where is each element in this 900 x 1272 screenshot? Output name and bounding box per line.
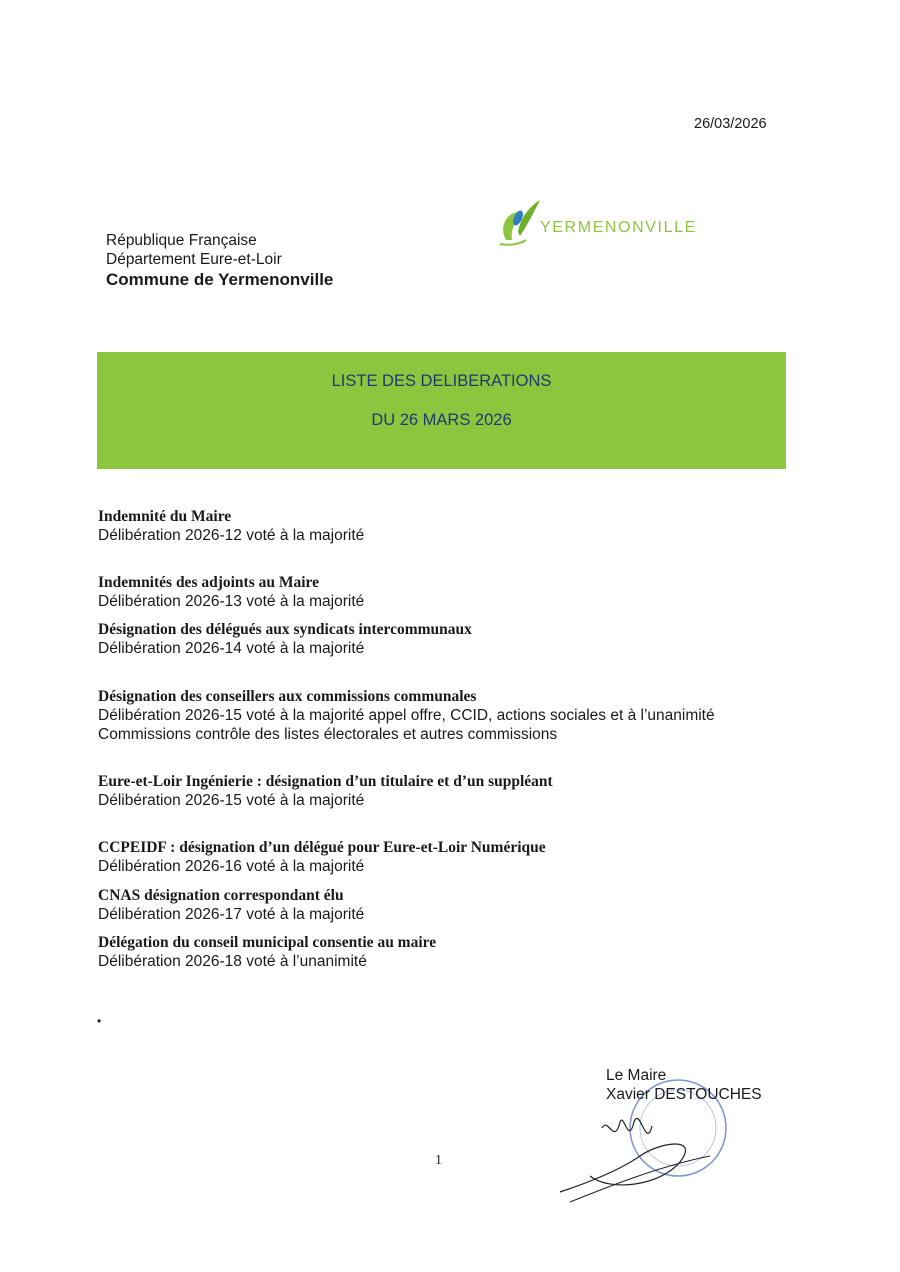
deliberation-title: Désignation des conseillers aux commissions communales — [98, 688, 477, 705]
deliberation-title: Eure-et-Loir Ingénierie : désignation d’un titulaire et d’un suppléant — [98, 773, 553, 790]
leaf-logo-icon — [496, 196, 544, 250]
deliberation-title: Désignation des délégués aux syndicats intercommunaux — [98, 621, 472, 638]
commune-logo — [496, 196, 736, 250]
signature-block — [606, 1066, 762, 1104]
title-banner — [97, 352, 786, 469]
deliberation-text: Délibération 2026-17 voté à la majorité — [98, 906, 365, 923]
document-date: 26/03/2026 — [694, 116, 767, 132]
signature-name: Xavier DESTOUCHES — [606, 1086, 762, 1103]
deliberation-title: Délégation du conseil municipal consentie au maire — [98, 934, 437, 951]
deliberation-item — [98, 772, 553, 810]
header-department: Département Eure-et-Loir — [106, 251, 282, 268]
deliberation-text-continued: Commissions contrôle des listes électorales et autres commissions — [98, 726, 558, 743]
header-republic: République Française — [106, 232, 257, 249]
deliberation-text: Délibération 2026-13 voté à la majorité — [98, 593, 365, 610]
deliberation-item — [98, 933, 436, 971]
deliberation-text: Délibération 2026-15 voté à la majorité appel offre, CCID, actions sociales et à l’unanimité — [98, 707, 715, 724]
deliberation-title: CNAS désignation correspondant élu — [98, 887, 344, 904]
banner-title: LISTE DES DELIBERATIONS — [331, 372, 552, 390]
deliberation-text: Délibération 2026-18 voté à l’unanimité — [98, 953, 367, 970]
deliberation-text: Délibération 2026-12 voté à la majorité — [98, 527, 365, 544]
deliberation-text: Délibération 2026-15 voté à la majorité — [98, 792, 365, 809]
deliberation-item — [98, 507, 364, 545]
banner-subtitle: DU 26 MARS 2026 — [371, 411, 512, 429]
deliberation-title: Indemnité du Maire — [98, 508, 232, 525]
deliberation-item — [98, 573, 364, 611]
signature-role: Le Maire — [606, 1067, 667, 1084]
deliberation-item — [98, 620, 472, 658]
deliberation-title: CCPEIDF : désignation d’un délégué pour Eure-et-Loir Numérique — [98, 839, 546, 856]
logo-text: YERMENONVILLE — [540, 219, 697, 236]
page-number: 1 — [435, 1153, 442, 1168]
deliberation-text: Délibération 2026-16 voté à la majorité — [98, 858, 365, 875]
deliberation-item — [98, 838, 546, 876]
deliberation-title: Indemnités des adjoints au Maire — [98, 574, 320, 591]
list-bullet: • — [97, 1014, 102, 1028]
deliberation-text: Délibération 2026-14 voté à la majorité — [98, 640, 365, 657]
header-commune: Commune de Yermenonville — [106, 270, 334, 289]
deliberation-item — [98, 886, 364, 924]
deliberation-item — [98, 687, 715, 744]
document-header — [106, 231, 333, 291]
